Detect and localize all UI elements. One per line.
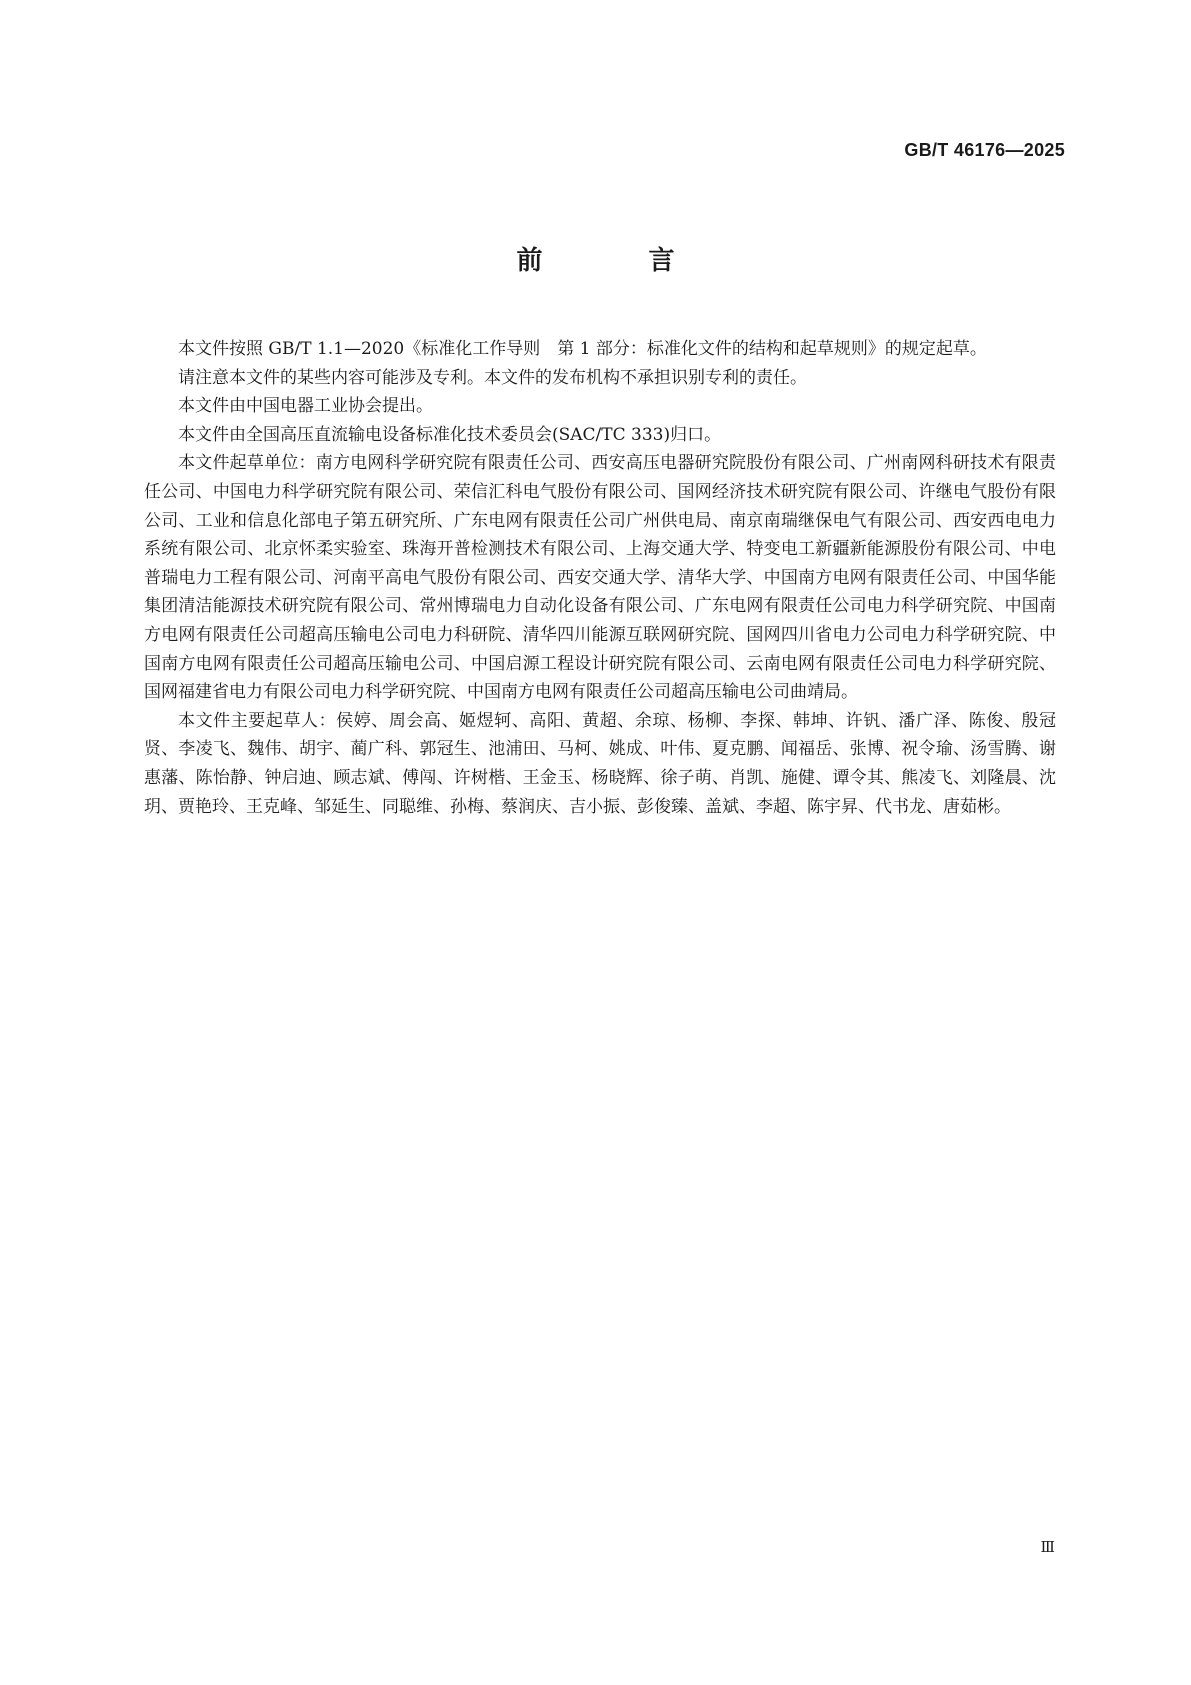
paragraph-drafting-rules: 本文件按照 GB/T 1.1—2020《标准化工作导则 第 1 部分：标准化文件的结构和起草规则》的规定起草。 (178, 339, 987, 359)
page-title: 前 言 (516, 246, 715, 276)
paragraph-drafting-units: 本文件起草单位：南方电网科学研究院有限责任公司、西安高压电器研究院股份有限公司、广州南网科研技术有限责任公司、中国电力科学研究院有限公司、荣信汇科电气股份有限公司、国网经济技术研究院有限公司、许继电气股份有限公司、工业和信息化部电子第五研究所、广东电网有限责任公司广州供电局、南京南瑞继保电气有限公司、西安西电电力系统有限公司、北京怀柔实验室、珠海开普检测技术有限公司、上海交通大学、特变电工新疆新能源股份有限公司、中电普瑞电力工程有限公司、河南平高电气股份有限公司、西安交通大学、清华大学、中国南方电网有限责任公司、中国华能集团清洁能源技术研究院有限公司、常州博瑞电力自动化设备有限公司、广东电网有限责任公司电力科学研究院、中国南方电网有限责任公司超高压输电公司电力科研院、清华四川能源互联网研究院、国网四川省电力公司电力科学研究院、中国南方电网有限责任公司超高压输电公司、中国启源工程设计研究院有限公司、云南电网有限责任公司电力科学研究院、国网福建省电力有限公司电力科学研究院、中国南方电网有限责任公司超高压输电公司曲靖局。 (144, 453, 1056, 703)
foreword-body (144, 335, 1056, 821)
standard-number: GB/T 46176—2025 (904, 140, 1065, 160)
paragraph-committee: 本文件由全国高压直流输电设备标准化技术委员会(SAC/TC 333)归口。 (178, 424, 722, 445)
page-number: Ⅲ (1040, 1538, 1055, 1556)
paragraph-drafters: 本文件主要起草人：侯婷、周会高、姬煜轲、高阳、黄超、余琼、杨柳、李探、韩坤、许钒、潘广泽、陈俊、殷冠贤、李凌飞、魏伟、胡宇、蔺广科、郭冠生、池浦田、马柯、姚成、叶伟、夏克鹏、闻福岳、张博、祝令瑜、汤雪腾、谢惠藩、陈怡静、钟启迪、顾志斌、傅闯、许树楷、王金玉、杨晓辉、徐子萌、肖凯、施健、谭令其、熊凌飞、刘隆晨、沈玥、贾艳玲、王克峰、邹延生、同聪维、孙梅、蔡润庆、吉小振、彭俊臻、盖斌、李超、陈宇昇、代书龙、唐茹彬。 (144, 710, 1056, 817)
paragraph-patent-notice: 请注意本文件的某些内容可能涉及专利。本文件的发布机构不承担识别专利的责任。 (178, 367, 807, 388)
paragraph-proposer: 本文件由中国电器工业协会提出。 (178, 396, 433, 417)
